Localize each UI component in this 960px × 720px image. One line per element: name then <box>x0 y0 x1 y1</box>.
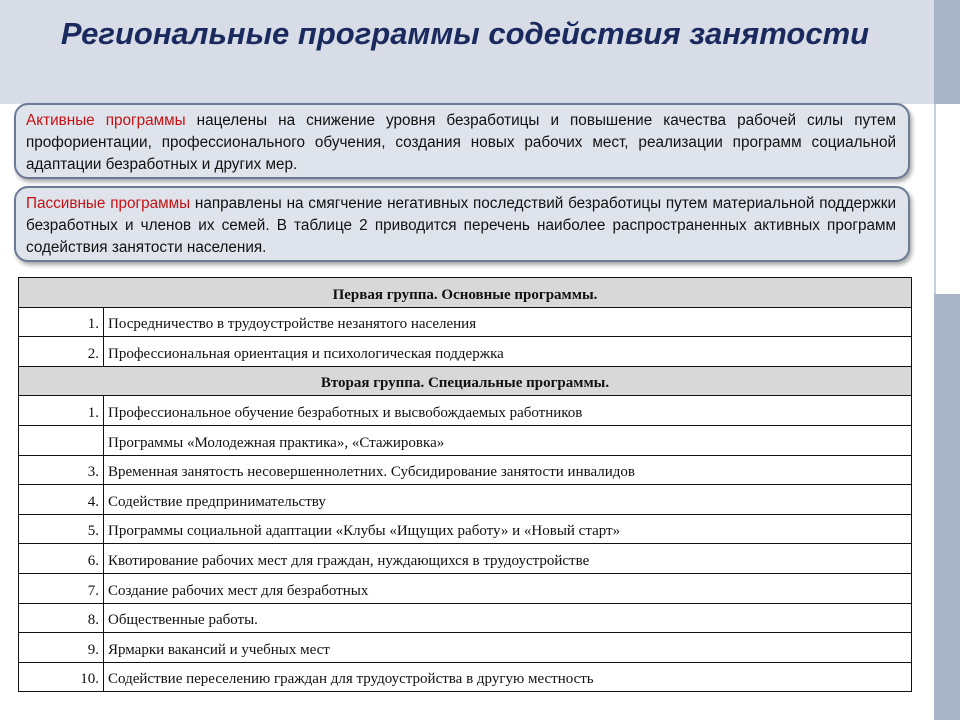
table-row <box>19 544 912 574</box>
row-number: 3. <box>19 455 104 485</box>
row-text: Программы социальной адаптации «Клубы «Ищущих работу» и «Новый старт» <box>104 514 912 544</box>
active-programs-lead: Активные программы <box>26 112 186 129</box>
table-row <box>19 425 912 455</box>
table-row <box>19 455 912 485</box>
row-number: 10. <box>19 662 104 692</box>
active-programs-text: нацелены на снижение уровня безработицы и повышение качества рабочей силы путем профориентации, профессионального обучения, создания новых рабочих мест, реализации программ социальной адаптации безработных и других мер. <box>26 112 896 173</box>
row-text: Временная занятость несовершеннолетних. Субсидирование занятости инвалидов <box>104 455 912 485</box>
row-text: Посредничество в трудоустройстве незанятого населения <box>104 307 912 337</box>
row-number: 5. <box>19 514 104 544</box>
table-row <box>19 485 912 515</box>
table-row <box>19 662 912 692</box>
passive-programs-text: направлены на смягчение негативных последствий безработицы путем материальной поддержки безработных и членов их семей. В таблице 2 приводится перечень наиболее распространенных активных программ содействия занятости населения. <box>26 195 896 256</box>
table-row <box>19 633 912 663</box>
table-row <box>19 603 912 633</box>
row-text: Профессиональное обучение безработных и высвобождаемых работников <box>104 396 912 426</box>
table-row <box>19 307 912 337</box>
group-header-row <box>19 366 912 396</box>
programs-table <box>18 277 912 692</box>
group-header: Первая группа. Основные программы. <box>19 278 912 308</box>
passive-programs-box <box>14 186 910 262</box>
row-text: Общественные работы. <box>104 603 912 633</box>
row-text: Программы «Молодежная практика», «Стажировка» <box>104 425 912 455</box>
row-number: 4. <box>19 485 104 515</box>
active-programs-box <box>14 103 910 179</box>
table-row <box>19 514 912 544</box>
table-row <box>19 396 912 426</box>
row-text: Профессиональная ориентация и психологическая поддержка <box>104 337 912 367</box>
side-bar-notch <box>934 104 960 294</box>
row-number: 1. <box>19 396 104 426</box>
table-row <box>19 337 912 367</box>
decorative-side-bar <box>934 0 960 720</box>
group-header-row <box>19 278 912 308</box>
row-number: 2. <box>19 337 104 367</box>
passive-programs-lead: Пассивные программы <box>26 195 191 212</box>
row-number <box>19 425 104 455</box>
group-header: Вторая группа. Специальные программы. <box>19 366 912 396</box>
row-text: Создание рабочих мест для безработных <box>104 573 912 603</box>
row-text: Ярмарки вакансий и учебных мест <box>104 633 912 663</box>
row-number: 7. <box>19 573 104 603</box>
row-text: Содействие предпринимательству <box>104 485 912 515</box>
row-number: 1. <box>19 307 104 337</box>
slide-title: Региональные программы содействия занятости <box>60 16 870 51</box>
row-text: Содействие переселению граждан для трудоустройства в другую местность <box>104 662 912 692</box>
row-text: Квотирование рабочих мест для граждан, нуждающихся в трудоустройстве <box>104 544 912 574</box>
table-row <box>19 573 912 603</box>
row-number: 8. <box>19 603 104 633</box>
row-number: 6. <box>19 544 104 574</box>
row-number: 9. <box>19 633 104 663</box>
